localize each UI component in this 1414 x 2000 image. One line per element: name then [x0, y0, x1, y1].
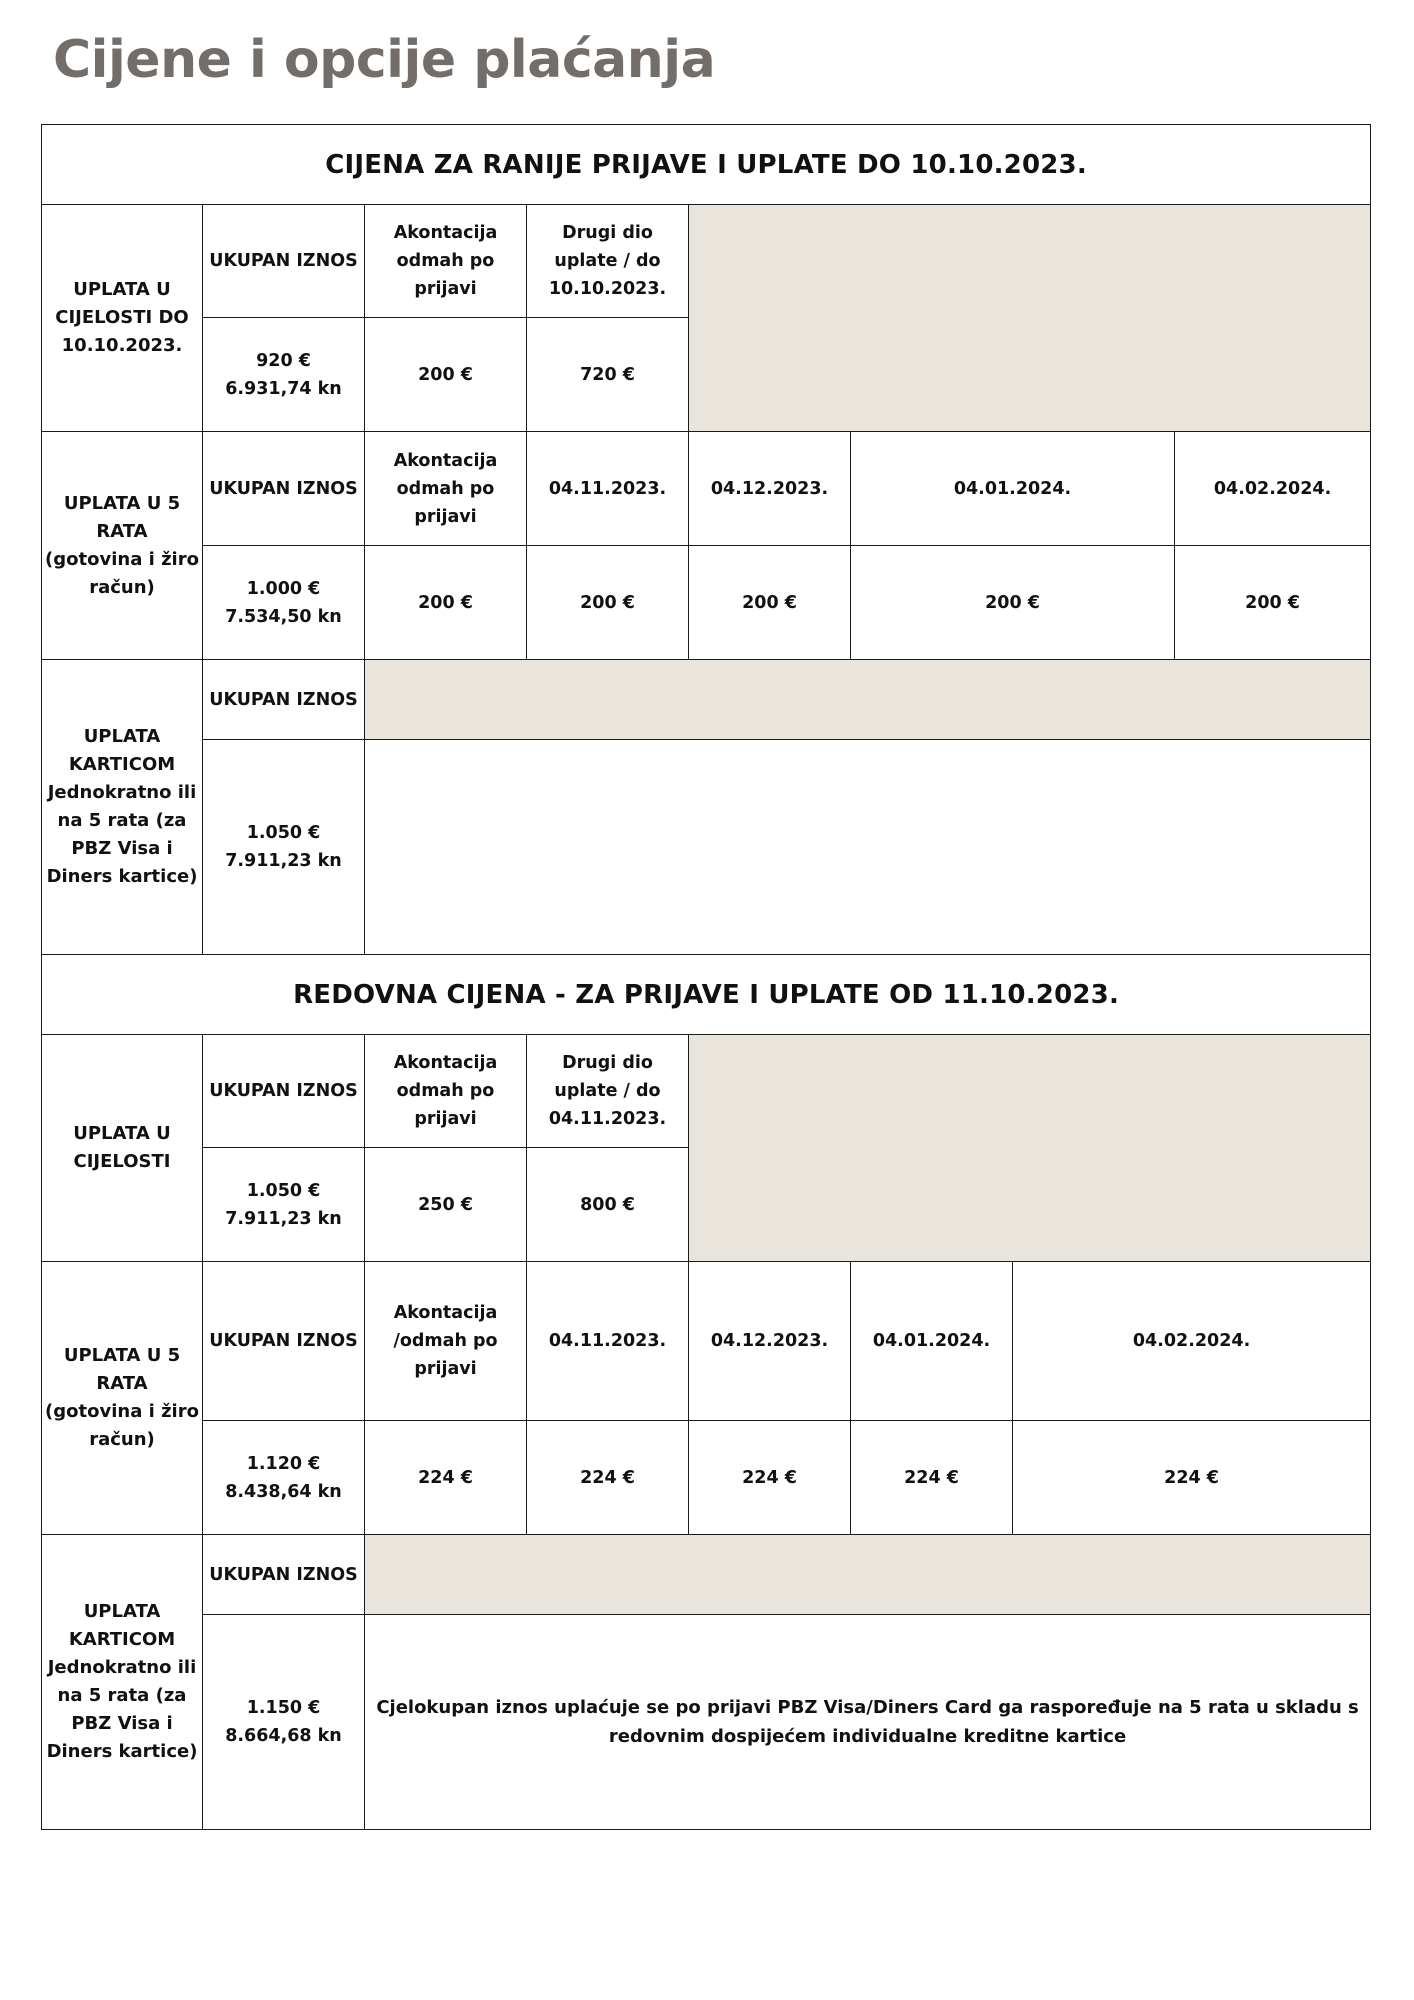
table-row — [42, 1035, 1371, 1148]
regular-installments-label: UPLATA U 5 RATA (gotovina i žiro račun) — [42, 1262, 203, 1535]
regular-inst-total — [203, 1421, 365, 1535]
total-kn: 8.664,68 kn — [225, 1726, 342, 1746]
early-inst-header-date-2: 04.12.2023. — [689, 432, 851, 546]
early-inst-value-2: 200 € — [527, 546, 689, 660]
table-row — [42, 546, 1371, 660]
regular-inst-header-date-3: 04.01.2024. — [851, 1262, 1013, 1421]
price-table — [41, 124, 1371, 1830]
regular-inst-header-deposit: Akontacija /odmah po prijavi — [365, 1262, 527, 1421]
regular-full-header-total: UKUPAN IZNOS — [203, 1035, 365, 1148]
regular-inst-value-1: 224 € — [365, 1421, 527, 1535]
early-inst-header-total: UKUPAN IZNOS — [203, 432, 365, 546]
regular-inst-header-total: UKUPAN IZNOS — [203, 1262, 365, 1421]
total-eur: 1.000 € — [246, 578, 321, 599]
regular-section-heading: REDOVNA CIJENA - ZA PRIJAVE I UPLATE OD 11.10.2023. — [42, 955, 1371, 1035]
total-kn: 8.438,64 kn — [225, 1481, 342, 1502]
empty-cell — [365, 740, 1371, 955]
early-card-header-total: UKUPAN IZNOS — [203, 660, 365, 740]
regular-full-header-second: Drugi dio uplate / do 04.11.2023. — [527, 1035, 689, 1148]
early-inst-value-1: 200 € — [365, 546, 527, 660]
early-installments-label: UPLATA U 5 RATA (gotovina i žiro račun) — [42, 432, 203, 660]
regular-inst-header-date-1: 04.11.2023. — [527, 1262, 689, 1421]
regular-full-header-deposit: Akontacija odmah po prijavi — [365, 1035, 527, 1148]
card-installment-note: Cjelokupan iznos uplaćuje se po prijavi PBZ Visa/Diners Card ga raspoređuje na 5 rata u skladu s redovnim dospijećem individualne kreditne kartice — [365, 1615, 1371, 1830]
early-inst-value-5: 200 € — [1175, 546, 1371, 660]
early-inst-header-date-4: 04.02.2024. — [1175, 432, 1371, 546]
early-full-header-total: UKUPAN IZNOS — [203, 205, 365, 318]
regular-inst-value-2: 224 € — [527, 1421, 689, 1535]
total-eur: 1.120 € — [246, 1453, 321, 1474]
table-row — [42, 660, 1371, 740]
total-kn: 7.534,50 kn — [225, 606, 342, 627]
early-full-header-deposit: Akontacija odmah po prijavi — [365, 205, 527, 318]
regular-full-label: UPLATA U CIJELOSTI — [42, 1035, 203, 1262]
total-eur: 1.050 € — [246, 823, 321, 843]
shaded-cell — [689, 205, 1371, 432]
regular-inst-value-5: 224 € — [1013, 1421, 1371, 1535]
regular-inst-header-date-2: 04.12.2023. — [689, 1262, 851, 1421]
total-eur: 1.150 € — [246, 1698, 321, 1718]
early-full-label: UPLATA U CIJELOSTI DO 10.10.2023. — [42, 205, 203, 432]
regular-card-label: UPLATA KARTICOM Jednokratno ili na 5 rata (za PBZ Visa i Diners kartice) — [42, 1535, 203, 1830]
total-eur: 920 € — [256, 350, 311, 371]
total-kn: 7.911,23 kn — [225, 1208, 342, 1229]
early-inst-header-date-1: 04.11.2023. — [527, 432, 689, 546]
early-heading-row — [42, 125, 1371, 205]
early-inst-header-deposit: Akontacija odmah po prijavi — [365, 432, 527, 546]
table-row — [42, 740, 1371, 955]
early-full-deposit: 200 € — [365, 318, 527, 432]
table-row — [42, 432, 1371, 546]
early-full-total — [203, 318, 365, 432]
table-row — [42, 205, 1371, 318]
page-title: Cijene i opcije plaćanja — [53, 30, 716, 90]
regular-full-total — [203, 1148, 365, 1262]
early-section-heading: CIJENA ZA RANIJE PRIJAVE I UPLATE DO 10.10.2023. — [42, 125, 1371, 205]
regular-inst-header-date-4: 04.02.2024. — [1013, 1262, 1371, 1421]
early-card-total — [203, 740, 365, 955]
total-kn: 6.931,74 kn — [225, 378, 342, 399]
shaded-cell — [365, 1535, 1371, 1615]
regular-full-deposit: 250 € — [365, 1148, 527, 1262]
early-inst-header-date-3: 04.01.2024. — [851, 432, 1175, 546]
early-full-second: 720 € — [527, 318, 689, 432]
early-card-label: UPLATA KARTICOM Jednokratno ili na 5 rata (za PBZ Visa i Diners kartice) — [42, 660, 203, 955]
total-kn: 7.911,23 kn — [225, 851, 342, 871]
shaded-cell — [365, 660, 1371, 740]
regular-full-second: 800 € — [527, 1148, 689, 1262]
table-row — [42, 1535, 1371, 1615]
total-eur: 1.050 € — [246, 1180, 321, 1201]
early-inst-total — [203, 546, 365, 660]
regular-inst-value-3: 224 € — [689, 1421, 851, 1535]
early-full-header-second: Drugi dio uplate / do 10.10.2023. — [527, 205, 689, 318]
table-row — [42, 1615, 1371, 1830]
early-inst-value-3: 200 € — [689, 546, 851, 660]
table-row — [42, 1421, 1371, 1535]
early-inst-value-4: 200 € — [851, 546, 1175, 660]
regular-heading-row — [42, 955, 1371, 1035]
regular-inst-value-4: 224 € — [851, 1421, 1013, 1535]
regular-card-total — [203, 1615, 365, 1830]
shaded-cell — [689, 1035, 1371, 1262]
table-row — [42, 1262, 1371, 1421]
regular-card-header-total: UKUPAN IZNOS — [203, 1535, 365, 1615]
